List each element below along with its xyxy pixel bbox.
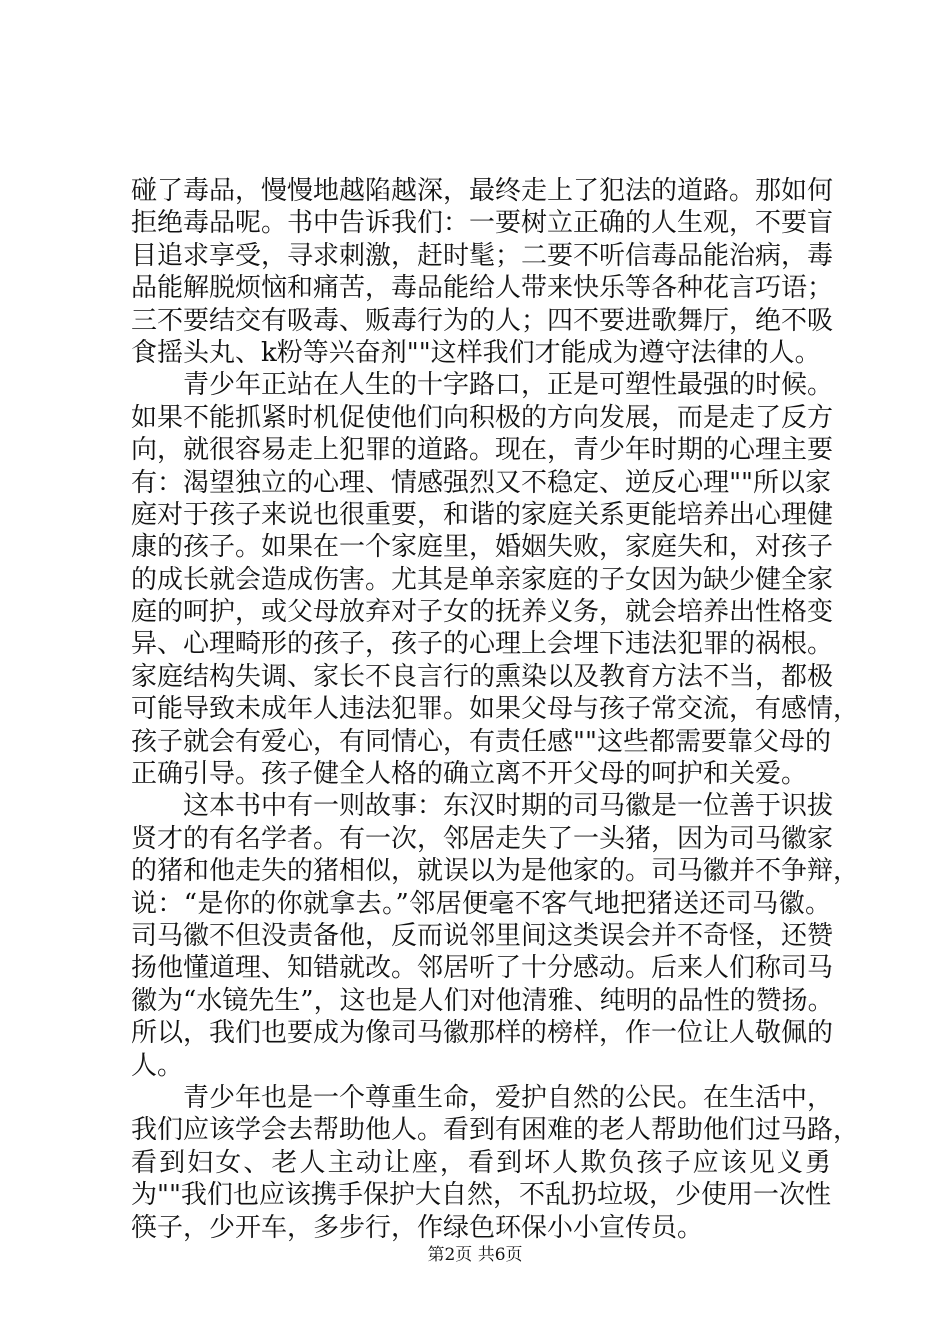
text-line: 碰了毒品，慢慢地越陷越深，最终走上了犯法的道路。那如何 <box>131 176 834 206</box>
text-line: 孩子就会有爱心，有同情心，有责任感""这些都需要靠父母的 <box>131 726 831 757</box>
page-footer <box>0 1240 950 1265</box>
text-line: 扬他懂道理、知错就改。邻居听了十分感动。后来人们称司马 <box>131 953 834 984</box>
text-line: 贤才的有名学者。有一次，邻居走失了一头猪，因为司马徽家 <box>131 823 834 854</box>
text-line: 有：渴望独立的心理、情感强烈又不稳定、逆反心理""所以家 <box>131 467 831 498</box>
text-line: 庭的呵护，或父母放弃对子女的抚养义务，就会培养出性格变 <box>131 597 834 628</box>
text-line: 目追求享受，寻求刺激，赶时髦；二要不听信毒品能治病，毒 <box>131 240 834 271</box>
text-line: 我们应该学会去帮助他人。看到有困难的老人帮助他们过马路， <box>131 1115 860 1146</box>
text-line: 为""我们也应该携手保护大自然，不乱扔垃圾，少使用一次性 <box>131 1180 831 1211</box>
text-line: 异、心理畸形的孩子，孩子的心理上会埋下违法犯罪的祸根。 <box>131 629 834 660</box>
text-line: 青少年也是一个尊重生命，爱护自然的公民。在生活中， <box>183 1082 834 1113</box>
text-line: 家庭结构失调、家长不良言行的熏染以及教育方法不当，都极 <box>131 661 834 692</box>
text-line: 的猪和他走失的猪相似，就误以为是他家的。司马徽并不争辩， <box>131 856 860 887</box>
text-line: 品能解脱烦恼和痛苦，毒品能给人带来快乐等各种花言巧语； <box>131 273 834 304</box>
text-line: 徽为“水镜先生”，这也是人们对他清雅、纯明的品性的赞扬。 <box>131 985 834 1016</box>
text-line: 正确引导。孩子健全人格的确立离不开父母的呵护和关爱。 <box>131 759 808 790</box>
text-line: 说：“是你的你就拿去。”邻居便毫不客气地把猪送还司马徽。 <box>131 888 831 919</box>
text-line: 司马徽不但没责备他，反而说邻里间这类误会并不奇怪，还赞 <box>131 920 834 951</box>
text-line: 拒绝毒品呢。书中告诉我们：一要树立正确的人生观，不要盲 <box>131 208 834 239</box>
text-line: 青少年正站在人生的十字路口，正是可塑性最强的时候。 <box>183 370 834 401</box>
document-body <box>131 175 860 1244</box>
text-line: 人。 <box>131 1050 184 1081</box>
text-line: 食摇头丸、k粉等兴奋剂""这样我们才能成为遵守法律的人。 <box>131 337 821 368</box>
text-line: 看到妇女、老人主动让座，看到坏人欺负孩子应该见义勇 <box>131 1147 831 1178</box>
text-line: 这本书中有一则故事：东汉时期的司马徽是一位善于识拔 <box>183 791 834 822</box>
text-line: 的成长就会造成伤害。尤其是单亲家庭的子女因为缺少健全家 <box>131 564 834 595</box>
text-line: 庭对于孩子来说也很重要，和谐的家庭关系更能培养出心理健 <box>131 499 834 530</box>
page-indicator: 第2页 共6页 <box>427 1245 523 1265</box>
text-line: 三不要结交有吸毒、贩毒行为的人；四不要进歌舞厅，绝不吸 <box>131 305 834 336</box>
text-line: 如果不能抓紧时机促使他们向积极的方向发展，而是走了反方 <box>131 402 834 433</box>
text-line: 筷子，少开车，多步行，作绿色环保小小宣传员。 <box>131 1212 704 1243</box>
text-line: 所以，我们也要成为像司马徽那样的榜样，作一位让人敬佩的 <box>131 1018 834 1049</box>
text-line: 康的孩子。如果在一个家庭里，婚姻失败，家庭失和，对孩子 <box>131 532 834 563</box>
text-line: 向，就很容易走上犯罪的道路。现在，青少年时期的心理主要 <box>131 435 834 466</box>
text-line: 可能导致未成年人违法犯罪。如果父母与孩子常交流，有感情， <box>131 694 860 725</box>
